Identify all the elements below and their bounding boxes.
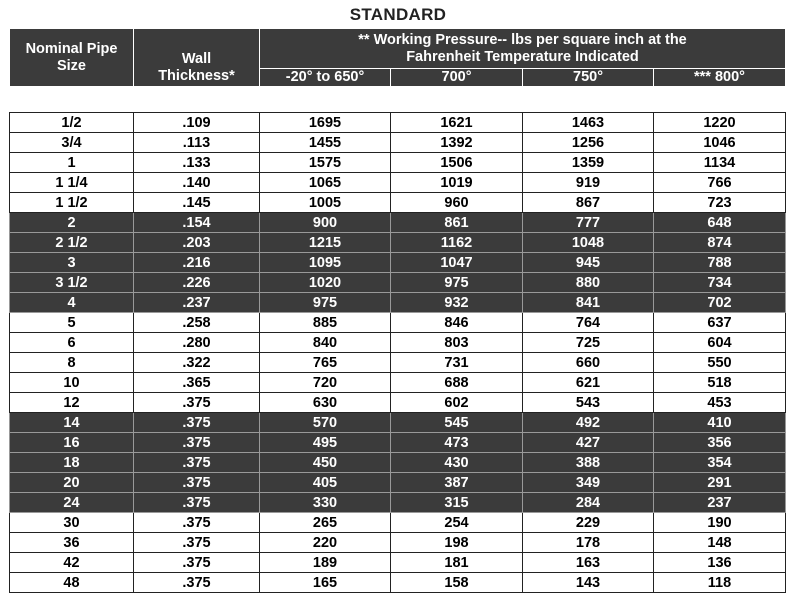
cell-pipe-size: 1/2 [10,113,134,133]
cell-pressure-700: 861 [391,213,523,233]
cell-pressure-800: 604 [654,333,786,353]
cell-wall-thickness: .365 [134,373,260,393]
cell-pressure-800: 356 [654,433,786,453]
cell-pressure-700: 1162 [391,233,523,253]
cell-pressure-750: 1463 [523,113,654,133]
cell-pressure-750: 880 [523,273,654,293]
cell-wall-thickness: .280 [134,333,260,353]
cell-pressure-750: 725 [523,333,654,353]
cell-pressure-750: 349 [523,473,654,493]
cell-pipe-size: 5 [10,313,134,333]
cell-wall-thickness: .145 [134,193,260,213]
cell-pipe-size: 1 1/2 [10,193,134,213]
cell-pressure-650: 330 [260,493,391,513]
table-row [10,473,786,493]
cell-pressure-750: 660 [523,353,654,373]
cell-wall-thickness: .109 [134,113,260,133]
table-row [10,373,786,393]
cell-wall-thickness: .375 [134,513,260,533]
cell-pressure-650: 1695 [260,113,391,133]
cell-pressure-800: 874 [654,233,786,253]
cell-wall-thickness: .203 [134,233,260,253]
cell-wall-thickness: .322 [134,353,260,373]
table-row [10,153,786,173]
cell-pressure-700: 960 [391,193,523,213]
table-row [10,313,786,333]
cell-pipe-size: 36 [10,533,134,553]
table-row [10,573,786,593]
cell-wall-thickness: .375 [134,453,260,473]
cell-pressure-800: 637 [654,313,786,333]
cell-pipe-size: 8 [10,353,134,373]
cell-wall-thickness: .237 [134,293,260,313]
cell-wall-thickness: .375 [134,533,260,553]
cell-pressure-800: 1220 [654,113,786,133]
header-temp-700: 700° [391,69,523,87]
table-row [10,353,786,373]
cell-pressure-650: 1095 [260,253,391,273]
header-temp-750: 750° [523,69,654,87]
cell-wall-thickness: .226 [134,273,260,293]
cell-pressure-700: 545 [391,413,523,433]
cell-pipe-size: 1 [10,153,134,173]
cell-pressure-750: 1256 [523,133,654,153]
cell-pressure-750: 543 [523,393,654,413]
cell-pressure-700: 846 [391,313,523,333]
cell-pressure-750: 388 [523,453,654,473]
header-pressure-line-2: Fahrenheit Temperature Indicated [406,48,639,65]
cell-pressure-750: 945 [523,253,654,273]
cell-pipe-size: 14 [10,413,134,433]
cell-pressure-700: 731 [391,353,523,373]
cell-pressure-700: 932 [391,293,523,313]
header-wall-line-1: Wall [181,51,212,67]
table-row [10,293,786,313]
cell-pipe-size: 6 [10,333,134,353]
cell-pressure-700: 1047 [391,253,523,273]
cell-pipe-size: 4 [10,293,134,313]
cell-pressure-750: 777 [523,213,654,233]
cell-pressure-650: 495 [260,433,391,453]
cell-pressure-650: 450 [260,453,391,473]
cell-pressure-800: 766 [654,173,786,193]
header-nominal-line-2: Size [56,57,86,74]
cell-pressure-750: 492 [523,413,654,433]
cell-pressure-800: 453 [654,393,786,413]
cell-pressure-650: 720 [260,373,391,393]
cell-pipe-size: 24 [10,493,134,513]
cell-pressure-700: 803 [391,333,523,353]
cell-pipe-size: 18 [10,453,134,473]
cell-pipe-size: 1 1/4 [10,173,134,193]
cell-pressure-700: 473 [391,433,523,453]
cell-pressure-750: 841 [523,293,654,313]
cell-pipe-size: 16 [10,433,134,453]
cell-pressure-700: 430 [391,453,523,473]
cell-pressure-800: 118 [654,573,786,593]
cell-pressure-700: 602 [391,393,523,413]
table-body [10,113,786,593]
cell-pressure-650: 1455 [260,133,391,153]
cell-pressure-650: 1575 [260,153,391,173]
cell-pressure-650: 885 [260,313,391,333]
cell-pressure-700: 688 [391,373,523,393]
cell-pressure-700: 1019 [391,173,523,193]
cell-pressure-800: 702 [654,293,786,313]
table-row [10,393,786,413]
header-wall-thickness [134,29,260,87]
cell-pressure-700: 158 [391,573,523,593]
cell-pressure-800: 190 [654,513,786,533]
cell-wall-thickness: .375 [134,433,260,453]
cell-pipe-size: 3 [10,253,134,273]
cell-pressure-800: 723 [654,193,786,213]
cell-pressure-650: 840 [260,333,391,353]
cell-pressure-750: 427 [523,433,654,453]
cell-pressure-800: 136 [654,553,786,573]
cell-pressure-700: 198 [391,533,523,553]
cell-pressure-700: 181 [391,553,523,573]
table-header [9,28,786,87]
cell-pressure-650: 900 [260,213,391,233]
cell-pipe-size: 12 [10,393,134,413]
cell-pressure-650: 570 [260,413,391,433]
cell-wall-thickness: .375 [134,493,260,513]
cell-pressure-650: 765 [260,353,391,373]
cell-pipe-size: 2 [10,213,134,233]
cell-pressure-700: 1392 [391,133,523,153]
table-row [10,233,786,253]
cell-pressure-650: 975 [260,293,391,313]
cell-wall-thickness: .133 [134,153,260,173]
cell-pressure-650: 1065 [260,173,391,193]
table-row [10,113,786,133]
cell-pressure-750: 163 [523,553,654,573]
cell-pressure-700: 1621 [391,113,523,133]
cell-pressure-750: 867 [523,193,654,213]
cell-wall-thickness: .375 [134,393,260,413]
table-row [10,253,786,273]
cell-wall-thickness: .113 [134,133,260,153]
table-row [10,513,786,533]
cell-wall-thickness: .375 [134,573,260,593]
cell-pressure-800: 354 [654,453,786,473]
cell-pipe-size: 20 [10,473,134,493]
pressure-table [9,112,786,593]
header-nominal-line-1: Nominal Pipe [25,40,118,57]
cell-pipe-size: 3/4 [10,133,134,153]
cell-pressure-750: 229 [523,513,654,533]
cell-pressure-800: 410 [654,413,786,433]
cell-pressure-700: 254 [391,513,523,533]
table-row [10,273,786,293]
cell-wall-thickness: .375 [134,473,260,493]
cell-wall-thickness: .216 [134,253,260,273]
table-row [10,433,786,453]
header-nominal-pipe-size [10,29,134,87]
cell-pipe-size: 10 [10,373,134,393]
cell-pressure-650: 220 [260,533,391,553]
cell-wall-thickness: .154 [134,213,260,233]
header-pressure-line-1: ** Working Pressure-- lbs per square inch at the [358,31,687,48]
cell-pressure-800: 518 [654,373,786,393]
cell-pressure-650: 265 [260,513,391,533]
cell-pressure-800: 648 [654,213,786,233]
cell-pressure-750: 284 [523,493,654,513]
cell-pipe-size: 42 [10,553,134,573]
cell-pressure-750: 764 [523,313,654,333]
table-row [10,533,786,553]
cell-pressure-750: 1359 [523,153,654,173]
cell-pressure-650: 165 [260,573,391,593]
cell-pressure-650: 189 [260,553,391,573]
cell-pressure-800: 148 [654,533,786,553]
cell-pressure-750: 1048 [523,233,654,253]
cell-pressure-750: 178 [523,533,654,553]
cell-pressure-800: 1046 [654,133,786,153]
cell-wall-thickness: .375 [134,553,260,573]
cell-pressure-650: 405 [260,473,391,493]
header-wall-line-2: Thickness* [158,68,235,84]
cell-pressure-700: 1506 [391,153,523,173]
cell-pressure-750: 621 [523,373,654,393]
table-row [10,333,786,353]
table-row [10,133,786,153]
header-working-pressure [260,29,786,69]
cell-pressure-650: 1005 [260,193,391,213]
table-row [10,413,786,433]
cell-pressure-800: 237 [654,493,786,513]
cell-pressure-800: 788 [654,253,786,273]
cell-wall-thickness: .258 [134,313,260,333]
table-row [10,213,786,233]
cell-wall-thickness: .140 [134,173,260,193]
header-temp-650: -20° to 650° [260,69,391,87]
cell-pipe-size: 2 1/2 [10,233,134,253]
cell-pressure-700: 975 [391,273,523,293]
cell-pressure-650: 1020 [260,273,391,293]
cell-pressure-700: 387 [391,473,523,493]
table-row [10,493,786,513]
cell-pressure-750: 143 [523,573,654,593]
cell-pressure-650: 630 [260,393,391,413]
cell-pressure-800: 291 [654,473,786,493]
cell-pipe-size: 3 1/2 [10,273,134,293]
page-title: STANDARD [349,5,447,24]
cell-pressure-800: 734 [654,273,786,293]
cell-pressure-800: 1134 [654,153,786,173]
header-temp-800: *** 800° [654,69,786,87]
cell-pressure-750: 919 [523,173,654,193]
table-row [10,193,786,213]
cell-pressure-800: 550 [654,353,786,373]
cell-pipe-size: 30 [10,513,134,533]
cell-pressure-700: 315 [391,493,523,513]
table-row [10,553,786,573]
cell-pressure-650: 1215 [260,233,391,253]
cell-pipe-size: 48 [10,573,134,593]
table-row [10,173,786,193]
table-row [10,453,786,473]
cell-wall-thickness: .375 [134,413,260,433]
